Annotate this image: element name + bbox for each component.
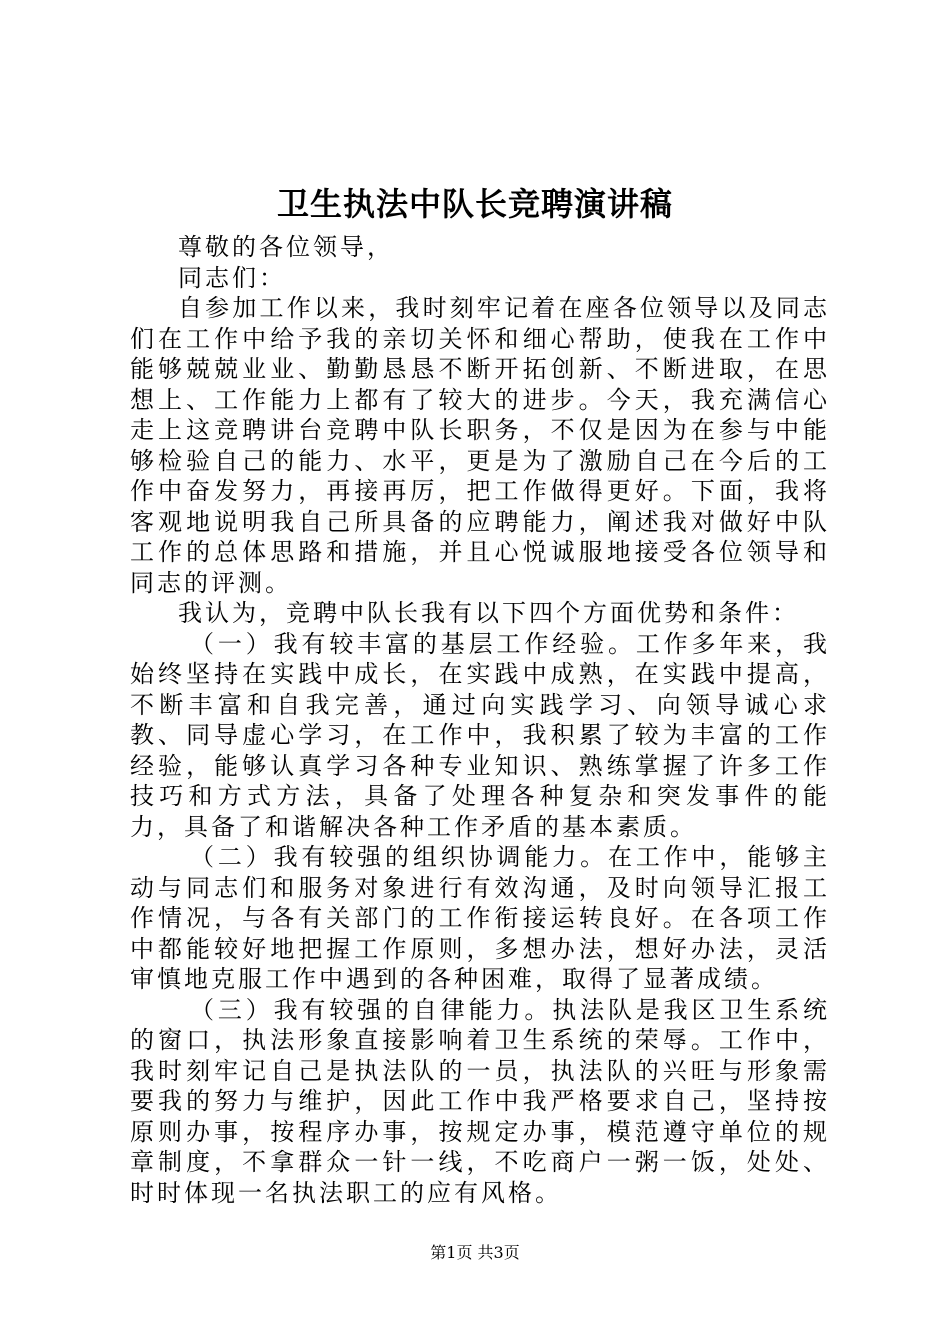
document-title: 卫生执法中队长竞聘演讲稿: [276, 185, 673, 223]
paragraph-point-two: （二）我有较强的组织协调能力。在工作中，能够主动与同志们和服务对象进行有效沟通，及时向领导汇报工作情况，与各有关部门的工作衔接运转良好。在各项工作中都能较好地把握工作原则，多想办法，想好办法，灵活审慎地克服工作中遇到的各种困难，取得了显著成绩。: [130, 843, 830, 993]
paragraph-advantages-lead: 我认为，竞聘中队长我有以下四个方面优势和条件：: [178, 599, 799, 627]
salutation-comrades: 同志们：: [178, 263, 286, 292]
paragraph-point-one: （一）我有较丰富的基层工作经验。工作多年来，我始终坚持在实践中成长，在实践中成熟，在实践中提高，不断丰富和自我完善，通过向实践学习、向领导诚心求教、同导虚心学习，在工作中，我积累了较为丰富的工作经验，能够认真学习各种专业知识、熟练掌握了许多工作技巧和方式方法，具备了处理各种复杂和突发事件的能力，具备了和谐解决各种工作矛盾的基本素质。: [130, 629, 830, 841]
paragraph-point-three: （三）我有较强的自律能力。执法队是我区卫生系统的窗口，执法形象直接影响着卫生系统的荣辱。工作中，我时刻牢记自己是执法队的一员，执法队的兴旺与形象需要我的努力与维护，因此工作中我严格要求自己，坚持按原则办事，按程序办事，按规定办事，模范遵守单位的规章制度，不拿群众一针一线，不吃商户一粥一饭，处处、时时体现一名执法职工的应有风格。: [130, 995, 830, 1207]
document-body: [130, 232, 830, 1208]
paragraph-intro: 自参加工作以来，我时刻牢记着在座各位领导以及同志们在工作中给予我的亲切关怀和细心帮助，使我在工作中能够兢兢业业、勤勤恳恳不断开拓创新、不断进取，在思想上、工作能力上都有了较大的进步。今天，我充满信心走上这竞聘讲台竞聘中队长职务，不仅是因为在参与中能够检验自己的能力、水平，更是为了激励自己在今后的工作中奋发努力，再接再厉，把工作做得更好。下面，我将客观地说明我自己所具备的应聘能力，阐述我对做好中队工作的总体思路和措施，并且心悦诚服地接受各位领导和同志的评测。: [130, 294, 830, 597]
salutation-leaders: 尊敬的各位领导，: [178, 233, 394, 261]
page-number-footer: 第1页 共3页: [430, 1243, 520, 1262]
